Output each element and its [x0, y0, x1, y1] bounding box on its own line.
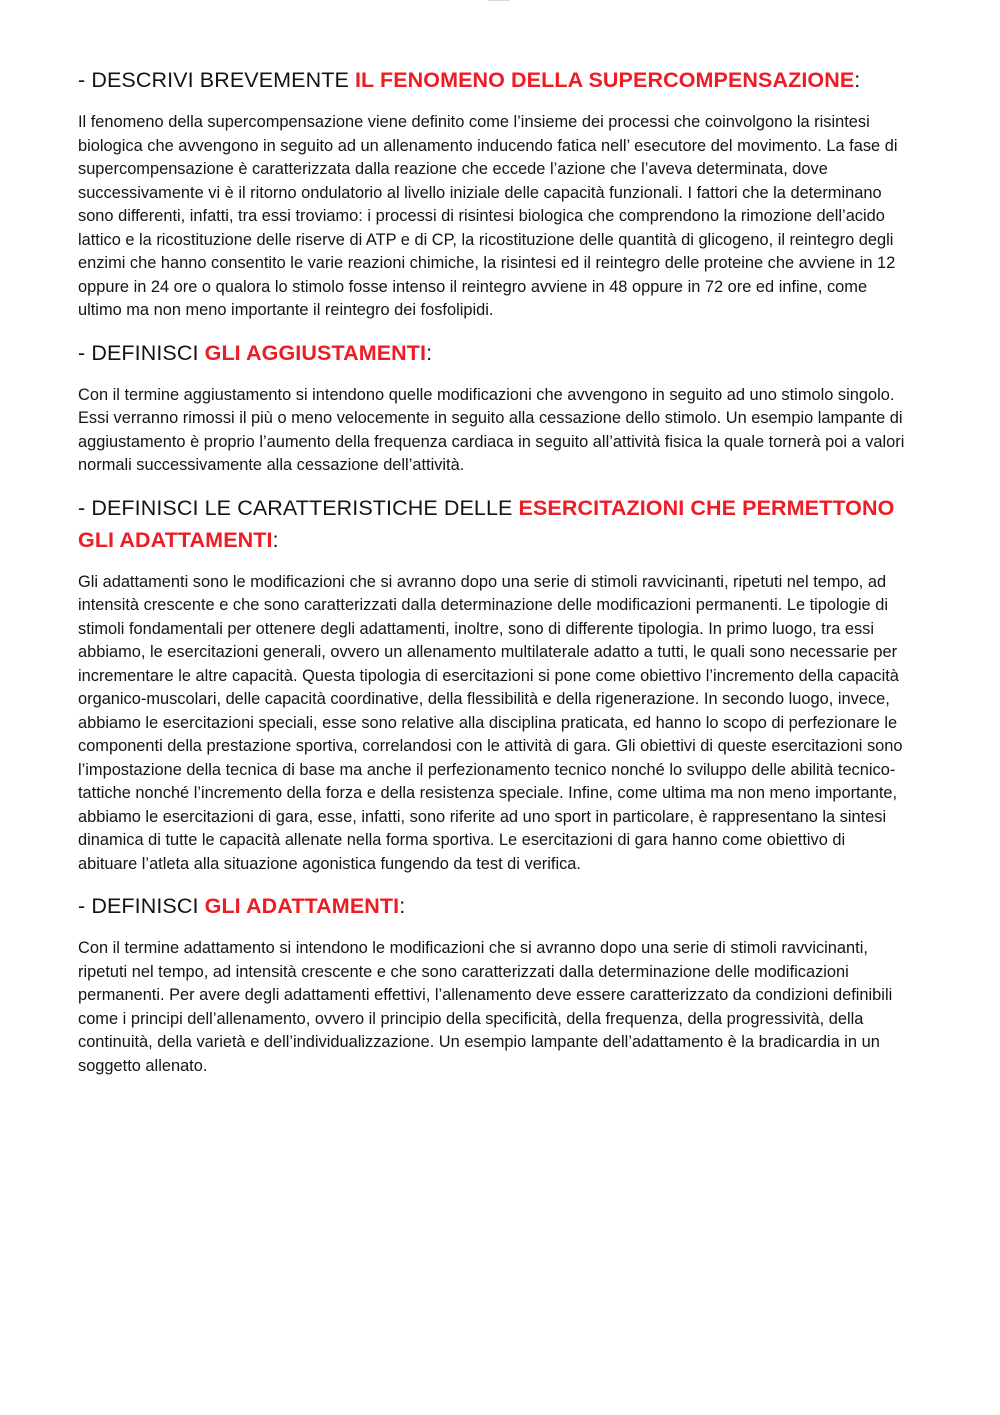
question-section-esercitazioni: [78, 492, 908, 877]
question-section-aggiustamenti: [78, 337, 908, 478]
question-heading: [78, 890, 908, 922]
question-suffix: :: [426, 340, 433, 365]
question-prefix: - DEFINISCI LE CARATTERISTICHE DELLE: [78, 495, 519, 520]
question-prefix: - DEFINISCI: [78, 894, 205, 918]
page-header-mark: [488, 0, 510, 4]
question-highlight: GLI ADATTAMENTI: [204, 894, 400, 918]
question-highlight: IL FENOMENO DELLA SUPERCOMPENSAZIONE: [354, 68, 855, 92]
question-heading: [78, 337, 908, 369]
question-section-supercompensazione: [78, 64, 908, 323]
answer-paragraph: Con il termine adattamento si intendono le modificazioni che si avranno dopo una serie di stimoli ravvicinanti, ripetuti nel tempo, ad intensità crescente e che sono caratterizzati dalla determinazione delle modificazioni permanenti. Per avere degli adattamenti effettivi, l’allenamento deve essere caratterizzato da condizioni definibili come i principi dell’allenamento, ovvero il principio della specificità, della frequenza, della progressività, della continuità, della varietà e dell’individualizzazione. Un esempio lampante dell’adattamento è la bradicardia in un soggetto allenato.: [78, 939, 893, 1075]
question-highlight: ESERCITAZIONI CHE PERMETTONO GLI ADATTAMENTI: [78, 495, 895, 552]
answer-paragraph: Il fenomeno della supercompensazione viene definito come l’insieme dei processi che coinvolgono la risintesi biologica che avvengono in seguito ad un allenamento inducendo fatica nell’ esecutore del movimento. La fase di supercompensazione è caratterizzata dalla reazione che eccede l’azione che l’aveva determinata, dove successivamente vi è il ritorno ondulatorio al livello iniziale delle capacità funzionali. I fattori che la determinano sono differenti, infatti, tra essi troviamo: i processi di risintesi biologica che comprendono la rimozione dell’acido lattico e la ricostituzione delle riserve di ATP e di CP, la ricostituzione delle quantità di glicogeno, il reintegro degli enzimi che hanno consentito le varie reazioni chimiche, la risintesi ed il reintegro delle proteine che avviene in 12 oppure in 24 ore o qualora lo stimolo fosse intenso il reintegro avviene in 48 oppure in 72 ore ed infine, come ultimo ma non meno importante il reintegro dei fosfolipidi.: [78, 113, 898, 319]
question-section-adattamenti: [78, 890, 908, 1078]
answer-paragraph: Con il termine aggiustamento si intendono quelle modificazioni che avvengono in seguito ad uno stimolo singolo. Essi verranno rimossi il più o meno velocemente in seguito alla cessazione dello stimolo. Un esempio lampante di aggiustamento è proprio l’aumento della frequenza cardiaca in seguito all’attività fisica la quale tornerà poi a valori normali successivamente alla cessazione dell’attività.: [78, 385, 905, 474]
question-heading: [78, 64, 908, 96]
question-heading: [78, 492, 908, 556]
question-suffix: :: [854, 68, 861, 92]
document-page: [78, 64, 908, 1092]
question-prefix: - DESCRIVI BREVEMENTE: [78, 68, 355, 92]
question-highlight: GLI AGGIUSTAMENTI: [204, 340, 427, 365]
answer-paragraph: Gli adattamenti sono le modificazioni che si avranno dopo una serie di stimoli ravvicinanti, ripetuti nel tempo, ad intensità crescente e che sono caratterizzati dalla determinazione delle modificazioni permanenti. Le tipologie di stimoli fondamentali per ottenere degli adattamenti, inoltre, sono di differente tipologia. In primo luogo, tra essi abbiamo, le esercitazioni generali, ovvero un allenamento multilaterale adatto a tutti, le quali sono necessarie per incrementare le altre capacità. Questa tipologia di esercitazioni si pone come obiettivo l’incremento della capacità organico-muscolari, delle capacità coordinative, della flessibilità e della rigenerazione. In secondo luogo, invece, abbiamo le esercitazioni speciali, esse sono relative alla disciplina praticata, ed hanno lo scopo di perfezionare le componenti della prestazione sportiva, correlandosi con le attività di gara. Gli obiettivi di queste esercitazioni sono l’impostazione della tecnica di base ma anche il perfezionamento tecnico nonché lo sviluppo delle abilità tecnico-tattiche nonché l’incremento della forza e della resistenza speciale. Infine, come ultima ma non meno importante, abbiamo le esercitazioni di gara, esse, infatti, sono riferite ad uno sport in particolare, è rappresentano la sintesi dinamica di tutte le capacità allenate nella forma sportiva. Le esercitazioni di gara hanno come obiettivo di abituare l’atleta alla situazione agonistica fungendo da test di verifica.: [78, 572, 903, 873]
question-suffix: :: [399, 894, 406, 918]
question-prefix: - DEFINISCI: [78, 340, 205, 365]
question-suffix: :: [272, 527, 279, 552]
